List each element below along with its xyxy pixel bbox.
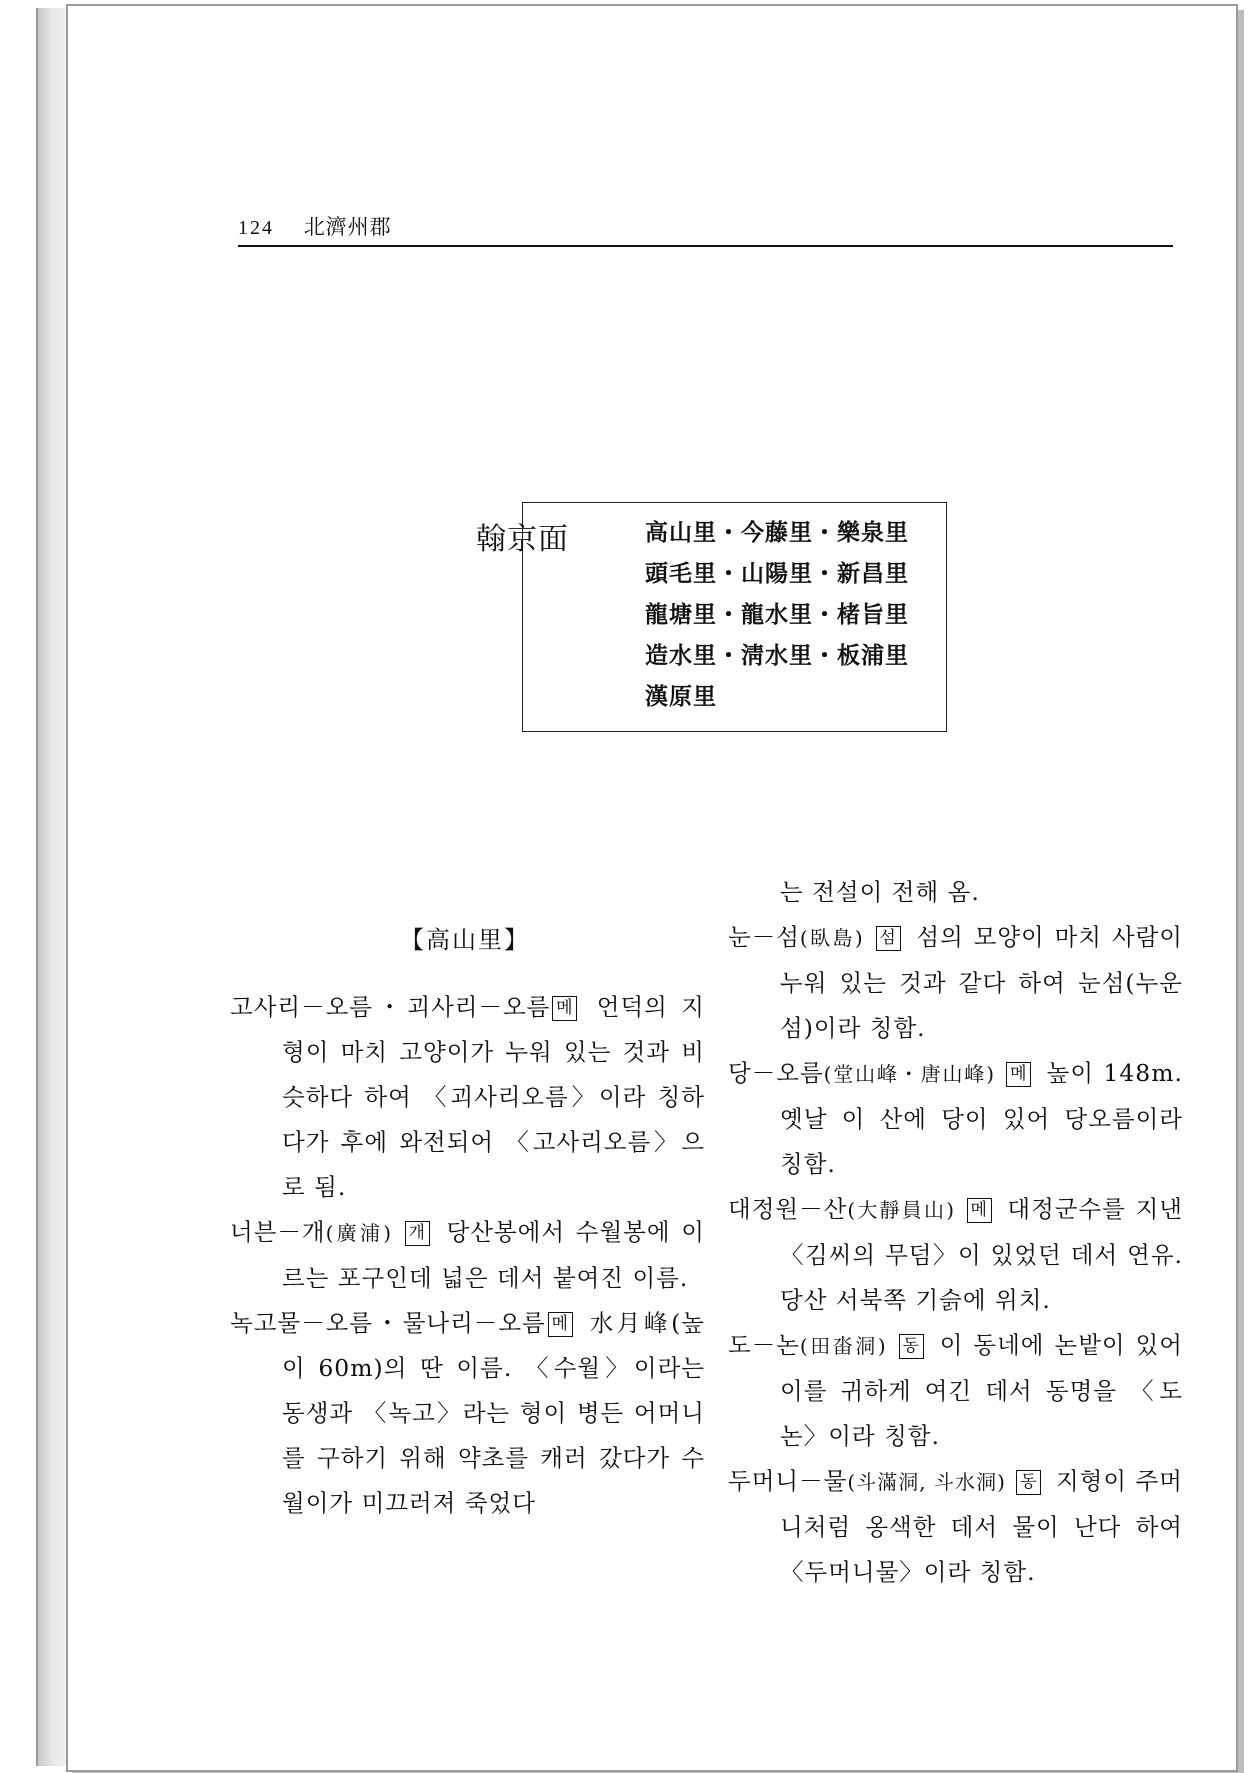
district-name: 翰京面 xyxy=(476,522,569,557)
entry xyxy=(230,1210,705,1301)
entry-head: 도－논 xyxy=(728,1331,800,1359)
entry-head: 눈－섬 xyxy=(728,923,800,951)
category-mark: 메 xyxy=(548,1312,573,1337)
entry xyxy=(728,1459,1183,1595)
book-spine-edge xyxy=(36,8,70,1766)
category-mark: 메 xyxy=(552,996,577,1021)
entry-hanja: (斗滿洞, 斗水洞) xyxy=(847,1470,1006,1494)
entry-head: 너븐－개 xyxy=(230,1218,326,1246)
entry xyxy=(728,1051,1183,1187)
entry-head: 당－오름 xyxy=(728,1059,824,1087)
entry-text: 높이 148m. 옛날 이 산에 당이 있어 당오름이라 칭함. xyxy=(780,1059,1183,1178)
page-number: 124 xyxy=(238,217,274,239)
category-mark: 개 xyxy=(405,1221,430,1246)
category-mark: 메 xyxy=(967,1198,992,1223)
entry xyxy=(728,1187,1183,1323)
entry-head: 대정원－산 xyxy=(728,1195,848,1223)
category-mark: 메 xyxy=(1006,1062,1031,1087)
header-rule xyxy=(238,245,1173,247)
village-line: 高山里・今藤里・樂泉里 xyxy=(645,519,909,546)
entry-text: 대정군수를 지낸 〈김씨의 무덤〉이 있었던 데서 연유. 당산 서북쪽 기슭에 위치. xyxy=(780,1195,1183,1314)
entry xyxy=(728,1323,1183,1459)
entry-head: 두머니－물 xyxy=(728,1467,848,1495)
entry-hanja: (廣浦) xyxy=(325,1221,393,1245)
village-list xyxy=(645,512,945,717)
village-line: 頭毛里・山陽里・新昌里 xyxy=(645,560,909,587)
entry-head: 녹고물－오름・물나리－오름 xyxy=(230,1309,546,1337)
left-column xyxy=(230,985,705,1526)
entry xyxy=(230,1301,705,1526)
entry xyxy=(230,985,705,1210)
running-header xyxy=(238,211,392,241)
village-line: 龍塘里・龍水里・楮旨里 xyxy=(645,601,909,628)
category-mark: 섬 xyxy=(876,926,901,951)
entry-hanja: (田畓洞) xyxy=(799,1334,887,1358)
entry-head: 고사리－오름・괴사리－오름 xyxy=(230,993,551,1021)
entry-text: 이 동네에 논밭이 있어 이를 귀하게 여긴 데서 동명을 〈도논〉이라 칭함. xyxy=(780,1331,1184,1450)
right-column xyxy=(728,870,1183,1595)
village-line: 漢原里 xyxy=(645,683,717,710)
entry-text: 水月峰(높이 60m)의 딴 이름. 〈수월〉이라는 동생과 〈녹고〉라는 형이 병든 어머니를 구하기 위해 약초를 캐러 갔다가 수월이가 미끄러져 죽었다 xyxy=(282,1309,705,1517)
entry-hanja: (堂山峰・唐山峰) xyxy=(823,1062,995,1086)
category-mark: 동 xyxy=(1016,1470,1041,1495)
entry-hanja: (大靜員山) xyxy=(847,1198,955,1222)
entry-text: 섬의 모양이 마치 사람이 누워 있는 것과 같다 하여 눈섬(누운섬)이라 칭함. xyxy=(780,923,1183,1042)
entry-hanja: (臥島) xyxy=(799,926,864,950)
village-line: 造水里・淸水里・板浦里 xyxy=(645,642,909,669)
entry-continuation: 는 전설이 전해 옴. xyxy=(780,878,980,906)
section-title: 【高山里】 xyxy=(400,926,530,954)
county-name: 北濟州郡 xyxy=(303,215,392,239)
category-mark: 동 xyxy=(899,1334,924,1359)
entry-text: 지형이 주머니처럼 옹색한 데서 물이 난다 하여 〈두머니물〉이라 칭함. xyxy=(780,1467,1183,1586)
entry-text: 당산봉에서 수월봉에 이르는 포구인데 넓은 데서 붙여진 이름. xyxy=(282,1218,705,1292)
entry xyxy=(728,915,1183,1051)
entry-text: 언덕의 지형이 마치 고양이가 누워 있는 것과 비슷하다 하여 〈괴사리오름〉이라 칭하다가 후에 와전되어 〈고사리오름〉으로 됨. xyxy=(282,993,705,1201)
